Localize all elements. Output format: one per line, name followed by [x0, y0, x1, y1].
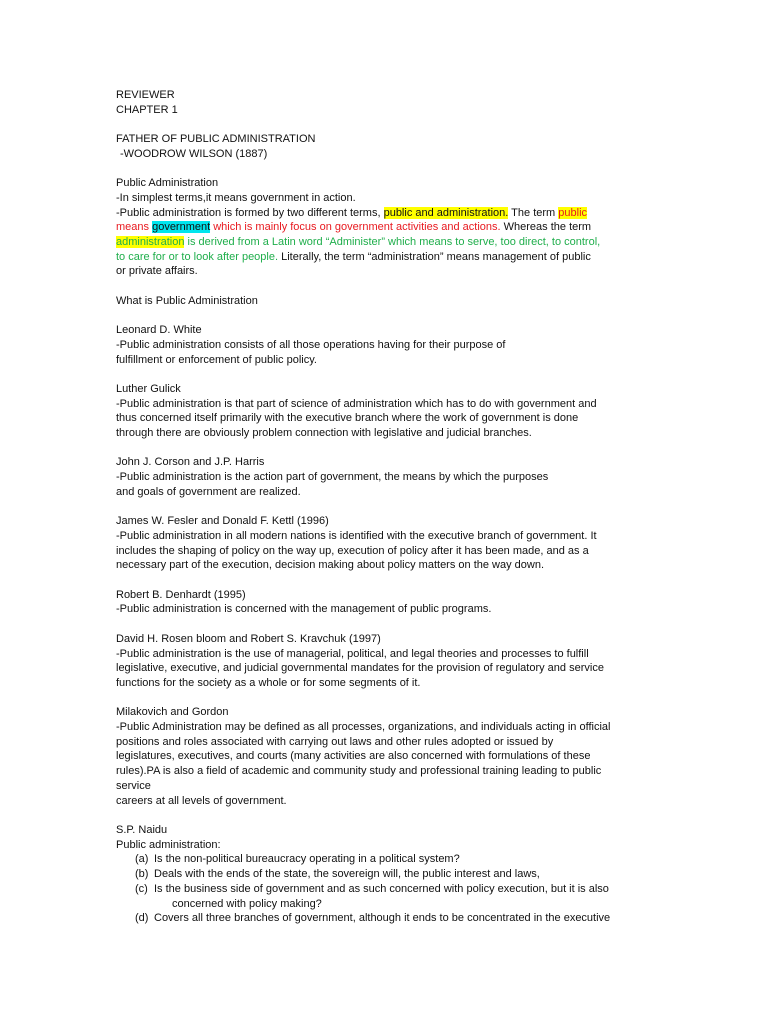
list-marker: (c): [135, 882, 148, 895]
green-text: is derived from a Latin word “Administer” which means to serve, too direct, to control,: [184, 236, 601, 248]
paragraph-line: -Public administration is the use of managerial, political, and legal theories and processes to fulfill: [116, 647, 589, 660]
paragraph-line: functions for the society as a whole or for some segments of it.: [116, 676, 421, 689]
paragraph-line: or private affairs.: [116, 265, 198, 278]
author-name: Robert B. Denhardt (1995): [116, 588, 246, 601]
paragraph-line: -In simplest terms,it means government in action.: [116, 191, 356, 204]
paragraph-line: and goals of government are realized.: [116, 485, 301, 498]
paragraph-line: -Public administration is that part of science of administration which has to do with government and: [116, 397, 597, 410]
list-item: [116, 882, 656, 911]
list-text: Is the non-political bureaucracy operating in a political system?: [154, 853, 460, 866]
definition-corson: [116, 455, 656, 499]
paragraph-line: positions and roles associated with carrying out laws and other rules adopted or issued by: [116, 735, 554, 748]
father-name: -WOODROW WILSON (1887): [120, 147, 268, 160]
list-marker: (a): [135, 853, 149, 866]
list-item: [116, 852, 656, 867]
text-run: -Public administration is formed by two different terms,: [116, 206, 384, 219]
paragraph-line: thus concerned itself primarily with the executive branch where the work of government is done: [116, 412, 579, 425]
paragraph-line: -Public administration in all modern nations is identified with the executive branch of government. It: [116, 529, 597, 542]
text-run: Literally, the term “administration” means management of public: [278, 250, 591, 263]
highlight-yellow: public and administration.: [383, 206, 509, 219]
text-run: The term: [508, 206, 559, 219]
definition-gulick: [116, 382, 656, 441]
highlight-yellow-red: public: [558, 206, 588, 219]
paragraph-line: -Public administration consists of all those operations having for their purpose of: [116, 338, 506, 351]
author-name: Leonard D. White: [116, 324, 202, 337]
author-name: Milakovich and Gordon: [116, 706, 229, 719]
list-text: Deals with the ends of the state, the sovereign will, the public interest and laws,: [154, 868, 540, 881]
list-item: [116, 867, 656, 882]
red-text: means: [116, 221, 153, 234]
text-run: Whereas the term: [500, 221, 592, 234]
paragraph-line: service: [116, 779, 151, 792]
paragraph-line: -Public administration is the action part of government, the means by which the purposes: [116, 471, 549, 484]
definition-rosenbloom: [116, 632, 656, 691]
list-text-continued: concerned with policy making?: [172, 897, 322, 910]
document-body: [116, 88, 656, 926]
paragraph-line: necessary part of the execution, decision making about policy matters on the way down.: [116, 559, 545, 572]
section-public-administration: [116, 176, 656, 279]
reviewer-heading: REVIEWER: [116, 89, 175, 101]
definition-denhardt: [116, 588, 656, 617]
paragraph-line: includes the shaping of policy on the way up, execution of policy after it has been made, and as a: [116, 544, 589, 557]
definition-naidu: [116, 823, 656, 926]
author-name: S.P. Naidu: [116, 823, 168, 836]
paragraph-line: legislatures, executives, and courts (many activities are also concerned with formulations of these: [116, 750, 591, 763]
section-heading: Public Administration: [116, 177, 219, 190]
father-title: FATHER OF PUBLIC ADMINISTRATION: [116, 133, 316, 146]
author-name: Luther Gulick: [116, 382, 181, 395]
paragraph-line: -Public Administration may be defined as all processes, organizations, and individuals acting in official: [116, 721, 611, 734]
list-item: [116, 911, 656, 926]
definition-fesler: [116, 514, 656, 573]
paragraph-line: -Public administration is concerned with the management of public programs.: [116, 603, 492, 616]
author-name: David H. Rosen bloom and Robert S. Kravchuk (1997): [116, 632, 381, 645]
paragraph-line: [116, 250, 656, 265]
list-text: Covers all three branches of government, although it ends to be concentrated in the executive: [154, 912, 611, 925]
paragraph-line: fulfillment or enforcement of public policy.: [116, 353, 317, 366]
author-name: James W. Fesler and Donald F. Kettl (1996): [116, 515, 329, 528]
paragraph-line: legislative, executive, and judicial governmental mandates for the provision of regulatory and service: [116, 662, 604, 675]
red-text: which is mainly focus on government activities and actions.: [210, 221, 501, 234]
paragraph-line: through there are obviously problem connection with legislative and judicial branches.: [116, 427, 532, 440]
chapter-heading: CHAPTER 1: [116, 103, 178, 116]
definition-white: [116, 323, 656, 367]
list-marker: (b): [135, 868, 149, 881]
paragraph-line: [116, 235, 656, 250]
paragraph-line: Public administration:: [116, 838, 221, 851]
list-text: Is the business side of government and as such concerned with policy execution, but it is also: [154, 882, 609, 895]
paragraph-line: [116, 206, 656, 221]
definition-milakovich: [116, 705, 656, 808]
green-text: to care for or to look after people.: [116, 250, 279, 263]
paragraph-line: [116, 220, 656, 235]
list-marker: (d): [135, 912, 149, 925]
highlight-cyan: government: [152, 221, 211, 234]
paragraph-line: careers at all levels of government.: [116, 794, 287, 807]
highlight-yellow-green: administration: [116, 236, 185, 248]
author-name: John J. Corson and J.P. Harris: [116, 456, 265, 469]
what-is-heading: What is Public Administration: [116, 294, 258, 307]
paragraph-line: rules).PA is also a field of academic and community study and professional training leading to public: [116, 765, 602, 778]
